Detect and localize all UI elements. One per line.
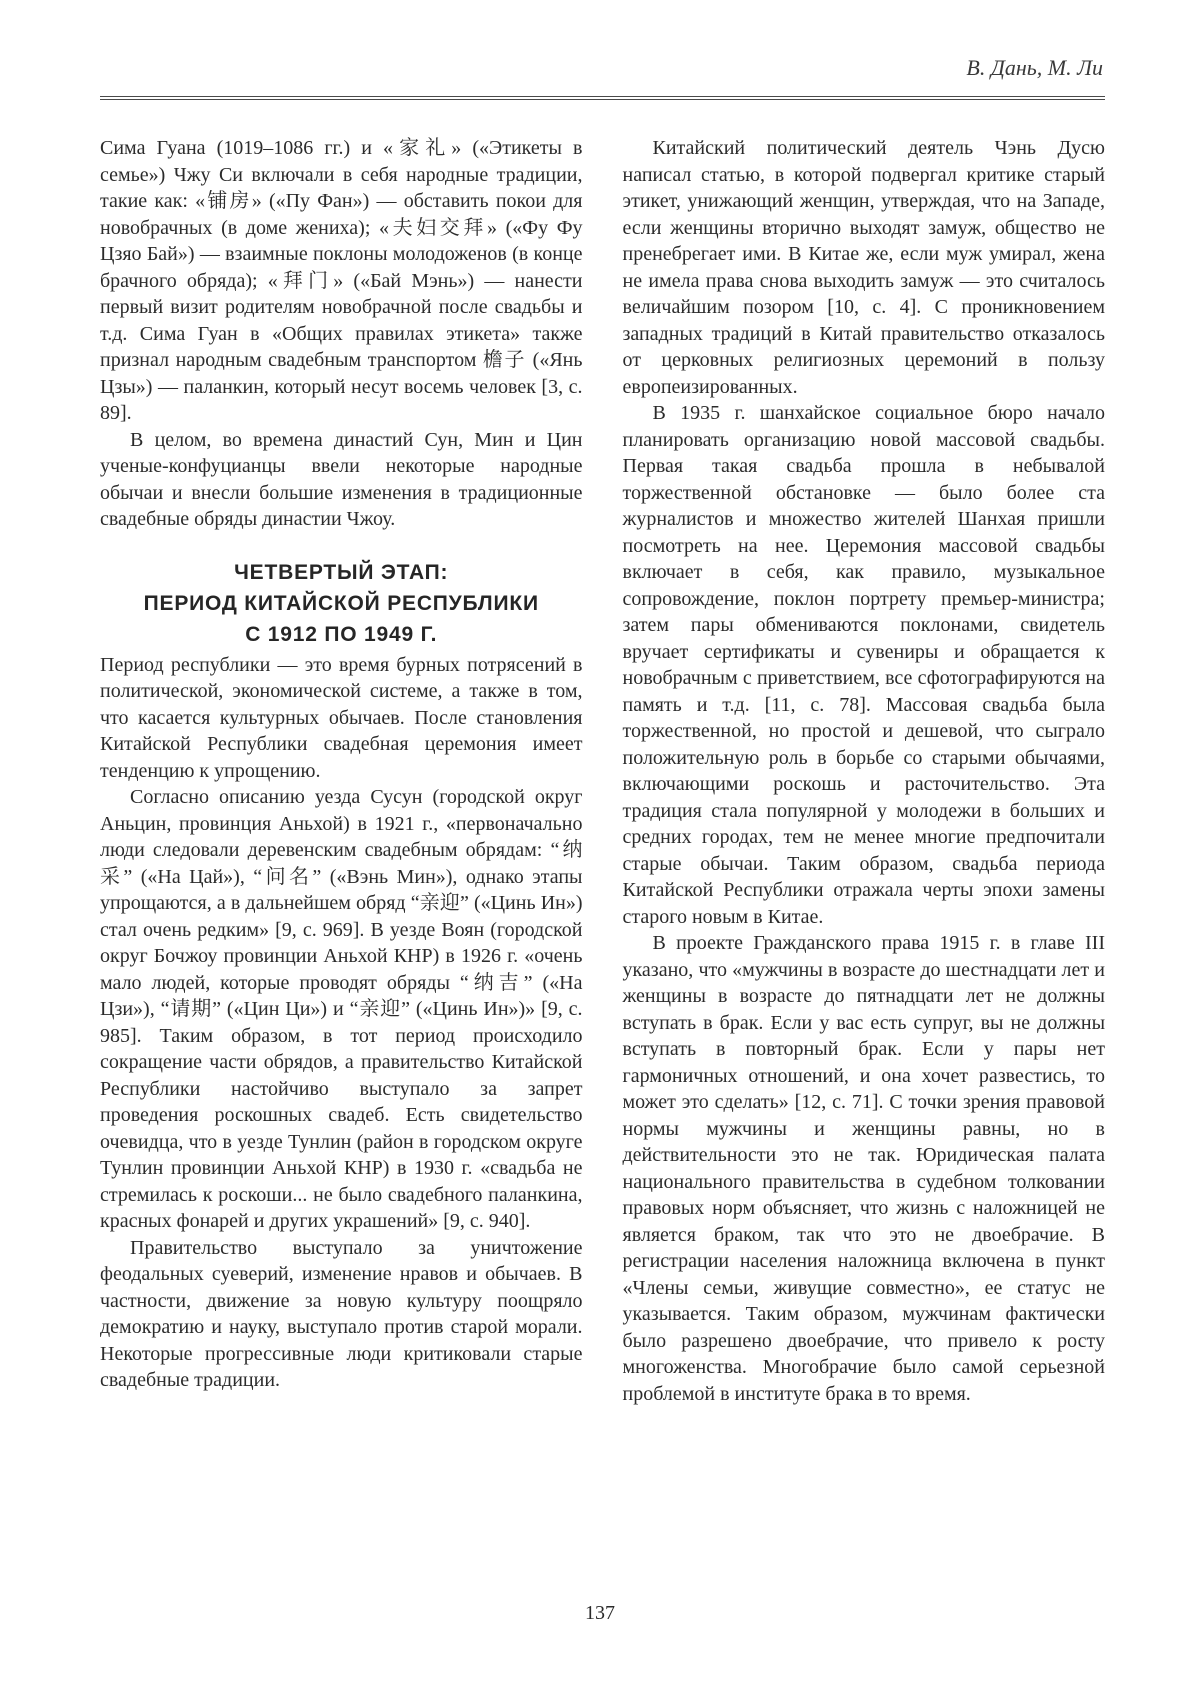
paragraph-right-3: В проекте Гражданского права 1915 г. в главе III указано, что «мужчины в возрасте до шестнадцати лет и женщины в возрасте до пятнадцати лет не должны вступать в брак. Если у вас есть супруг, вы не должны вступать в повторный брак. Если у пары нет гармоничных отношений, и она хочет развестись, то может это сделать» [12, с. 71]. С точки зрения правовой нормы мужчины и женщины равны, но в действительности это не так. Юридическая палата национального правительства в судебном толковании правовых норм объясняет, что жизнь с наложницей не является браком, так что это не двоебрачие. В регистрации населения наложница включена в пункт «Члены семьи, живущие совместно», ее статус не указывается. Таким образом, мужчинам фактически было разрешено двоебрачие, что привело к росту многоженства. Многобрачие было самой серьезной проблемой в институте брака в то время. (622, 932, 1105, 1405)
paragraph-left-3: Период республики — это время бурных потрясений в политической, экономической системе, а также в том, что касается культурных обычаев. После становления Китайской Республики свадебная церемония имеет тенденцию к упрощению. (100, 653, 583, 782)
page-header (100, 55, 1105, 100)
section-heading (100, 557, 583, 650)
paragraph-right-2: В 1935 г. шанхайское социальное бюро начало планировать организацию новой массовой свадьбы. Первая такая свадьба прошла в небывалой торжественной обстановке — было более ста журналистов и множество жителей Шанхая пришли посмотреть на нее. Церемония массовой свадьбы включает в себя, как правило, музыкальное сопровождение, поклон портрету премьер-министра; затем пары обмениваются поклонами, свидетель вручает сертификаты и сувениры и обращается к новобрачным с приветствием, все сфотографируются на память и т.д. [11, с. 78]. Массовая свадьба была торжественной, но простой и дешевой, что сыграло положительную роль в борьбе со старыми обычаями, включающими роскошь и расточительство. Эта традиция стала популярной у молодежи в больших и средних городах, тем не менее многие предпочитали старые обычаи. Таким образом, свадьба периода Китайской Республики отражала черты эпохи замены старого новым в Китае. (622, 402, 1105, 928)
header-rule (100, 96, 1105, 100)
page-number: 137 (585, 1602, 615, 1624)
paragraph-left-2: В целом, во времена династий Сун, Мин и Цин ученые-конфуцианцы ввели некоторые народные обычаи и внесли большие изменения в традиционные свадебные обряды династии Чжоу. (100, 428, 583, 530)
section-heading-line-1: ЧЕТВЕРТЫЙ ЭТАП: (234, 560, 449, 584)
section-heading-line-3: С 1912 ПО 1949 Г. (245, 622, 438, 646)
right-column (623, 135, 1106, 1407)
paragraph-left-4: Согласно описанию уезда Сусун (городской округ Аньцин, провинция Аньхой) в 1921 г., «первоначально люди следовали деревенским свадебным обрядам: “纳采” («На Цай»), “问名” («Вэнь Мин»), однако этапы упрощаются, а в дальнейшем обряд “亲迎” («Цинь Ин») стал очень редким» [9, с. 969]. В уезде Воян (городской округ Бочжоу провинции Аньхой КНР) в 1926 г. «очень мало людей, которые проводят обряды “纳吉” («На Цзи»), “请期” («Цин Ци») и “亲迎” («Цинь Ин»)» [9, с. 985]. Таким образом, в тот период происходило сокращение части обрядов, а правительство Китайской Республики настойчиво выступало за запрет проведения роскошных свадеб. Есть свидетельство очевидца, что в уезде Тунлин (район в городском округе Тунлин провинции Аньхой КНР) в 1930 г. «свадьба не стремилась к роскоши... не было свадебного паланкина, красных фонарей и других украшений» [9, с. 940]. (100, 786, 583, 1232)
paragraph-left-1: Сима Гуана (1019–1086 гг.) и «家礼» («Этикеты в семье») Чжу Си включали в себя народные традиции, такие как: «铺房» («Пу Фан») — обставить покои для новобрачных (в доме жениха); «夫妇交拜» («Фу Фу Цзяо Бай») — взаимные поклоны молодоженов (в конце брачного обряда); «拜门» («Бай Мэнь») — нанести первый визит родителям новобрачной после свадьбы и т.д. Сима Гуан в «Общих правилах этикета» также признал народным свадебным транспортом 檐子 («Янь Цзы») — паланкин, который несут восемь человек [3, с. 89]. (100, 137, 583, 424)
paragraph-left-5: Правительство выступало за уничтожение феодальных суеверий, изменение нравов и обычаев. В частности, движение за новую культуру поощряло демократию и науку, выступало против старой морали. Некоторые прогрессивные люди критиковали старые свадебные традиции. (100, 1236, 583, 1391)
section-heading-line-2: ПЕРИОД КИТАЙСКОЙ РЕСПУБЛИКИ (143, 591, 539, 615)
paragraph-right-1: Китайский политический деятель Чэнь Дусю написал статью, в которой подвергал критике старый этикет, унижающий женщин, утверждая, что на Западе, если женщины вторично выходят замуж, общество не пренебрегает ими. В Китае же, если муж умирал, жена не имела права снова выходить замуж — это считалось величайшим позором [10, с. 4]. С проникновением западных традиций в Китай правительство отказалось от церковных религиозных церемоний в пользу европеизированных. (622, 137, 1105, 398)
running-head-authors: В. Дань, М. Ли (966, 55, 1103, 80)
two-column-body (100, 135, 1105, 1407)
page-footer (0, 1602, 1200, 1625)
left-column (100, 135, 583, 1407)
